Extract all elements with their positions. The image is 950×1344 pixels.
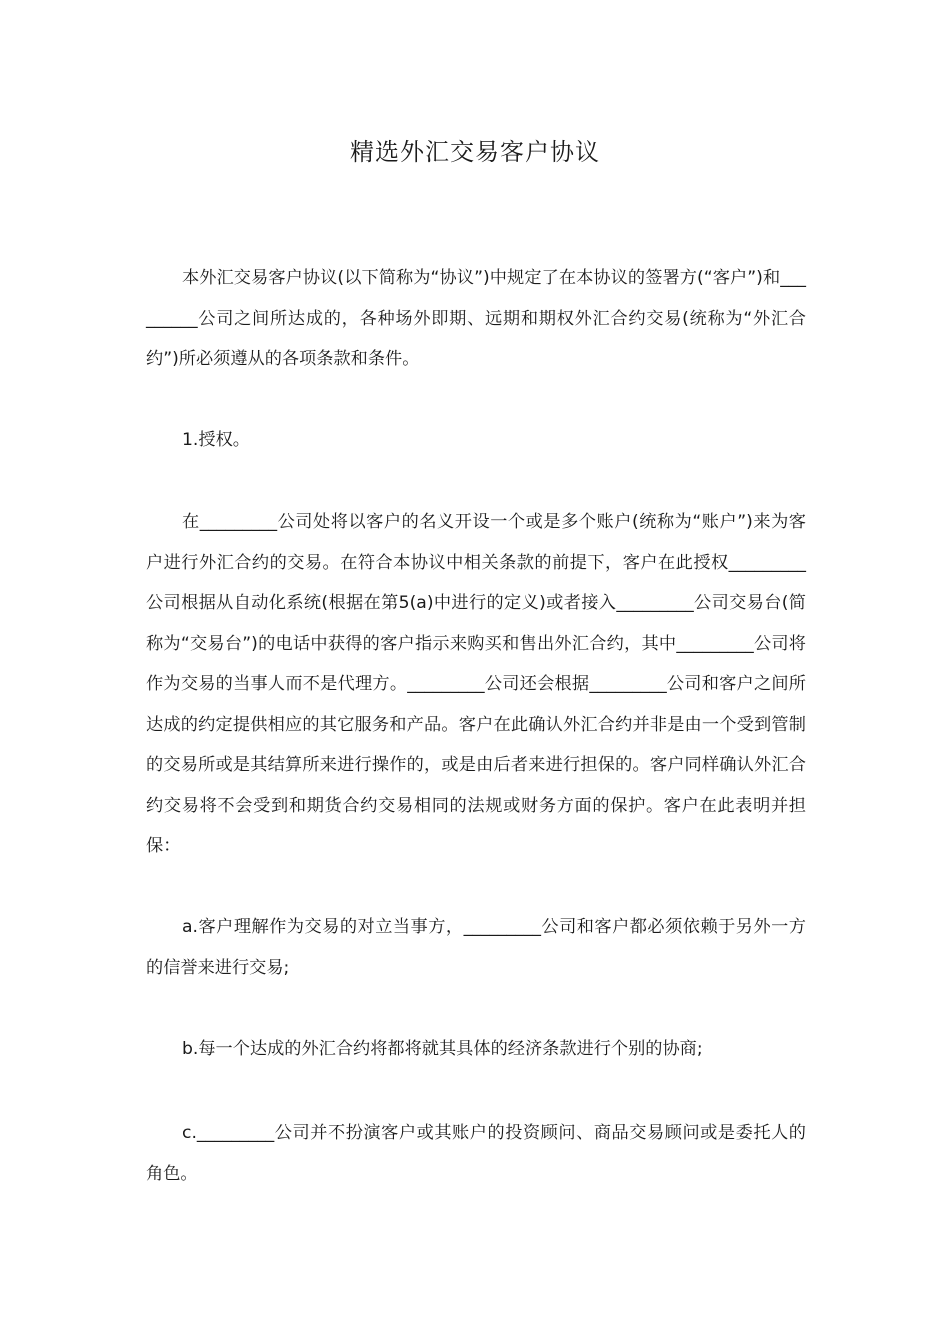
document-title: 精选外汇交易客户协议 [350, 138, 600, 166]
authorization-paragraph: 在_________公司处将以客户的名义开设一个或是多个账户(统称为“账户”)来为客户进行外汇合约的交易。在符合本协议中相关条款的前提下，客户在此授权_________公司根据从自动化系统(根据在第5(a)中进行的定义)或者接入_________公司交易台(简称为“交易台”)的电话中获得的客户指示来购买和售出外汇合约，其中_________公司将作为交易的当事人而不是代理方。_________公司还会根据_________公司和客户之间所达成的约定提供相应的其它服务和产品。客户在此确认外汇合约并非是由一个受到管制的交易所或是其结算所来进行操作的，或是由后者来进行担保的。客户同样确认外汇合约交易将不会受到和期货合约交易相同的法规或财务方面的保护。客户在此表明并担保： [146, 512, 806, 856]
section-heading-authorization: 1.授权。 [182, 430, 250, 450]
clause-b: b.每一个达成的外汇合约将都将就其具体的经济条款进行个别的协商; [182, 1039, 703, 1059]
clause-c: c._________公司并不扮演客户或其账户的投资顾问、商品交易顾问或是委托人的角色。 [146, 1123, 806, 1184]
intro-paragraph: 本外汇交易客户协议(以下简称为“协议”)中规定了在本协议的签署方(“客户”)和_________公司之间所达成的，各种场外即期、远期和期权外汇合约交易(统称为“外汇合约”)所必须遵从的各项条款和条件。 [146, 268, 806, 369]
clause-a: a.客户理解作为交易的对立当事方，_________公司和客户都必须依赖于另外一方的信誉来进行交易; [146, 917, 806, 978]
